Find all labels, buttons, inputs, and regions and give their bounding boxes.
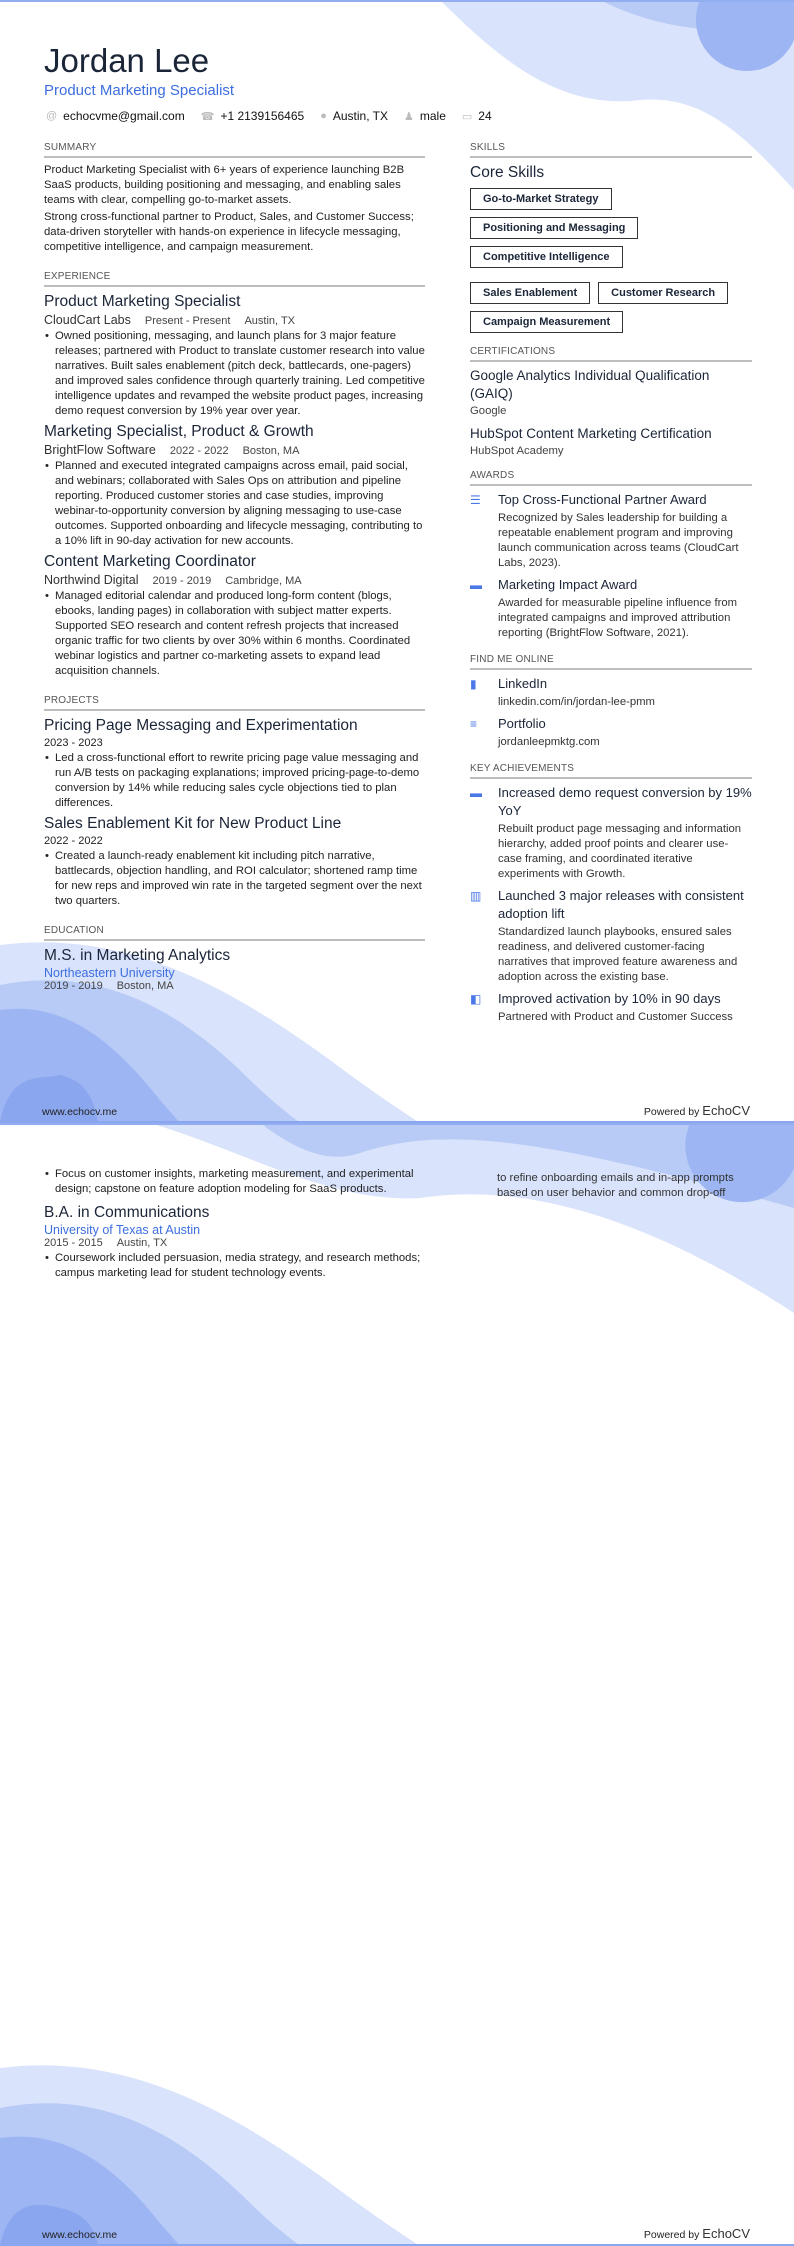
dates: 2019 - 2019	[152, 575, 212, 587]
degree: M.S. in Marketing Analytics	[44, 947, 231, 964]
achievements-section	[470, 763, 752, 1025]
project-bullet: • Created a launch-ready enablement kit including pitch narrative, battlecards, objection handling, and ROI calculator; shortened ramp time for new reps and improved win rate in the targeted segment over the next two quarters.	[44, 849, 425, 909]
project-title: Sales Enablement Kit for New Product Line	[44, 815, 342, 832]
candidate-title: Product Marketing Specialist	[44, 82, 235, 99]
skill-chip: Campaign Measurement	[470, 311, 623, 333]
section-heading: FIND ME ONLINE	[470, 654, 752, 670]
online-link[interactable]: linkedin.com/in/jordan-lee-pmm	[498, 696, 655, 708]
dates: 2015 - 2015	[44, 1237, 103, 1249]
right-column	[470, 142, 752, 1025]
contact-location: Austin, TX	[332, 109, 388, 123]
experience-section	[44, 271, 425, 679]
dates: Present - Present	[144, 315, 231, 327]
location: Cambridge, MA	[225, 575, 302, 587]
job-bullet: • Planned and executed integrated campaigns across email, paid social, and webinars; collaborated with Sales Ops on attribution and pipeline reporting. Produced customer stories and case studies, improving webinar-to-opportunity conversion by aligning messaging to use-case outcomes. Supported onboarding and lifecycle messaging, contributing to a 10% lift in 90-day activation for new accounts.	[44, 459, 425, 549]
summary-paragraph: Product Marketing Specialist with 6+ years of experience launching B2B SaaS products, building positioning and messaging, and enabling sales teams with clear, compelling go-to-market assets.	[44, 164, 405, 206]
online-section	[470, 654, 752, 750]
cert-issuer: Google	[470, 405, 507, 417]
achievement-title: Improved activation by 10% in 90 days	[498, 991, 721, 1006]
dates: 2019 - 2019	[44, 980, 103, 992]
section-heading: SUMMARY	[44, 142, 425, 158]
education-section	[44, 925, 425, 992]
achievement-item	[470, 887, 752, 985]
school: University of Texas at Austin	[44, 1223, 201, 1237]
company: BrightFlow Software	[44, 443, 156, 457]
certifications-section	[470, 346, 752, 457]
cert-issuer: HubSpot Academy	[470, 445, 564, 457]
dates: 2022 - 2022	[44, 835, 103, 847]
left-column-continued	[44, 1167, 425, 1281]
cert-name: HubSpot Content Marketing Certification	[470, 426, 712, 441]
decorative-waves	[0, 1123, 794, 2246]
project-bullet: • Led a cross-functional effort to rewrite pricing page value messaging and run A/B tests on packaging explanations; improved pricing-page-to-demo conversion by 14% while reducing sales cycle objections tied to plan differences.	[44, 751, 425, 811]
projects-section	[44, 695, 425, 909]
achievement-item	[470, 990, 752, 1025]
achievement-desc-continued: to refine onboarding emails and in-app prompts based on user behavior and common drop-off	[497, 1172, 734, 1199]
summary-paragraph: Strong cross-functional partner to Product, Sales, and Customer Success; data-driven storyteller with hands-on experience in lifecycle messaging, competitive intelligence, and campaign measurement.	[44, 211, 414, 253]
achievement-item	[470, 784, 752, 882]
project-title: Pricing Page Messaging and Experimentation	[44, 717, 358, 734]
top-border	[0, 0, 794, 2]
powered-label: Powered by	[643, 2229, 700, 2241]
building-icon: ▥	[470, 889, 482, 903]
section-heading: EXPERIENCE	[44, 271, 425, 287]
cert-name: Google Analytics Individual Qualification (GAIQ)	[470, 368, 710, 401]
pill-icon: ▬	[470, 786, 482, 800]
job-bullet: • Managed editorial calendar and produced long-form content (blogs, ebooks, landing pages) in collaboration with subject matter experts. Supported SEO research and content refresh projects that increased organic traffic for two clients by over 30% within 6 months. Coordinated webinar logistics and partner co-marketing assets to expand lead acquisition channels.	[44, 589, 425, 679]
brand-name: EchoCV	[702, 1103, 750, 1118]
pill-icon: ▬	[470, 578, 482, 592]
document-icon: ▮	[470, 677, 477, 691]
top-border	[0, 1123, 794, 1125]
education-bullet: • Coursework included persuasion, media strategy, and research methods; campus marketing lead for student technology events.	[44, 1251, 425, 1281]
awards-section	[470, 470, 752, 641]
skill-chip: Go-to-Market Strategy	[470, 188, 612, 210]
footer-site[interactable]: www.echocv.me	[42, 1106, 118, 1118]
location: Boston, MA	[242, 445, 300, 457]
achievement-title: Increased demo request conversion by 19% YoY	[498, 785, 752, 818]
location: Austin, TX	[244, 315, 295, 327]
award-item	[470, 576, 752, 641]
award-item	[470, 491, 752, 571]
section-heading: CERTIFICATIONS	[470, 346, 752, 362]
skill-chip: Sales Enablement	[470, 282, 590, 304]
resume-page-2	[0, 1123, 794, 2246]
clipboard-icon: ◧	[470, 992, 482, 1006]
online-link[interactable]: jordanleepmktg.com	[498, 736, 600, 748]
section-heading: PROJECTS	[44, 695, 425, 711]
at-icon: @	[46, 110, 58, 122]
education-bullet: • Focus on customer insights, marketing measurement, and experimental design; capstone on feature adoption modeling for SaaS products.	[44, 1167, 425, 1197]
footer-powered	[644, 2226, 750, 2241]
degree: B.A. in Communications	[44, 1204, 210, 1221]
footer-site[interactable]: www.echocv.me	[42, 2229, 118, 2241]
achievement-desc: Partnered with Product and Customer Success	[498, 1011, 733, 1023]
lines-icon: ≡	[470, 717, 478, 731]
contact-gender: male	[419, 109, 446, 123]
project-entry	[44, 814, 425, 909]
achievement-title: Launched 3 major releases with consistent adoption lift	[498, 888, 744, 921]
online-item	[470, 715, 752, 750]
project-entry	[44, 716, 425, 811]
dates: 2022 - 2022	[169, 445, 229, 457]
contact-phone[interactable]: +1 2139156465	[220, 109, 305, 123]
job-title: Content Marketing Coordinator	[44, 553, 256, 570]
candidate-name: Jordan Lee	[44, 42, 210, 79]
job-title: Product Marketing Specialist	[44, 293, 241, 310]
location: Austin, TX	[116, 1237, 168, 1249]
right-column-continued	[497, 1171, 750, 1201]
school: Northeastern University	[44, 966, 175, 980]
skill-chip: Competitive Intelligence	[470, 246, 623, 268]
contact-bar	[46, 109, 492, 123]
skills-section	[470, 142, 752, 333]
brand-name: EchoCV	[702, 2226, 750, 2241]
contact-age: 24	[478, 109, 492, 123]
location: Boston, MA	[116, 980, 174, 992]
calendar-icon: ▭	[461, 110, 473, 123]
job-entry	[44, 422, 425, 549]
left-column	[44, 142, 425, 994]
location-pin-icon: ●	[320, 110, 327, 122]
job-entry	[44, 292, 425, 419]
contact-email[interactable]: echocvme@gmail.com	[63, 109, 185, 123]
skill-chip: Customer Research	[598, 282, 728, 304]
footer-powered	[644, 1103, 750, 1118]
skill-group-title: Core Skills	[470, 164, 545, 181]
list-icon: ☰	[470, 493, 481, 507]
job-entry	[44, 552, 425, 679]
powered-label: Powered by	[643, 1106, 700, 1118]
award-title: Top Cross-Functional Partner Award	[498, 492, 707, 507]
online-label: LinkedIn	[498, 676, 548, 691]
online-item	[470, 675, 752, 710]
achievement-desc: Standardized launch playbooks, ensured sales readiness, and delivered customer-facing narratives that improved feature awareness and adoption across the existing base.	[498, 926, 738, 983]
award-desc: Awarded for measurable pipeline influence from integrated campaigns and improved attribution reporting (BrightFlow Software, 2021).	[498, 597, 738, 639]
company: Northwind Digital	[44, 573, 139, 587]
skill-chip: Positioning and Messaging	[470, 217, 638, 239]
award-title: Marketing Impact Award	[498, 577, 638, 592]
person-icon: ♟	[404, 110, 414, 123]
company: CloudCart Labs	[44, 313, 131, 327]
phone-icon: ☎	[200, 110, 215, 123]
job-bullet: • Owned positioning, messaging, and launch plans for 3 major feature releases; partnered with Product to translate customer research into value narratives. Built sales enablement (pitch deck, battlecards, one-pagers) and improved sales confidence through quarterly training. Led competitive intelligence updates and revamped the website product pages, increasing demo request conversion by 19% year over year.	[44, 329, 425, 419]
summary-section	[44, 142, 425, 255]
achievement-desc: Rebuilt product page messaging and information hierarchy, added proof points and clearer use-case framing, and coordinated iterative experiments with Growth.	[498, 823, 742, 880]
section-heading: AWARDS	[470, 470, 752, 486]
section-heading: SKILLS	[470, 142, 752, 158]
section-heading: KEY ACHIEVEMENTS	[470, 763, 752, 779]
section-heading: EDUCATION	[44, 925, 425, 941]
online-label: Portfolio	[498, 716, 546, 731]
award-desc: Recognized by Sales leadership for building a repeatable enablement program and improving launch communication across teams (CloudCart Labs, 2023).	[498, 512, 739, 569]
job-title: Marketing Specialist, Product & Growth	[44, 423, 314, 440]
dates: 2023 - 2023	[44, 737, 103, 749]
